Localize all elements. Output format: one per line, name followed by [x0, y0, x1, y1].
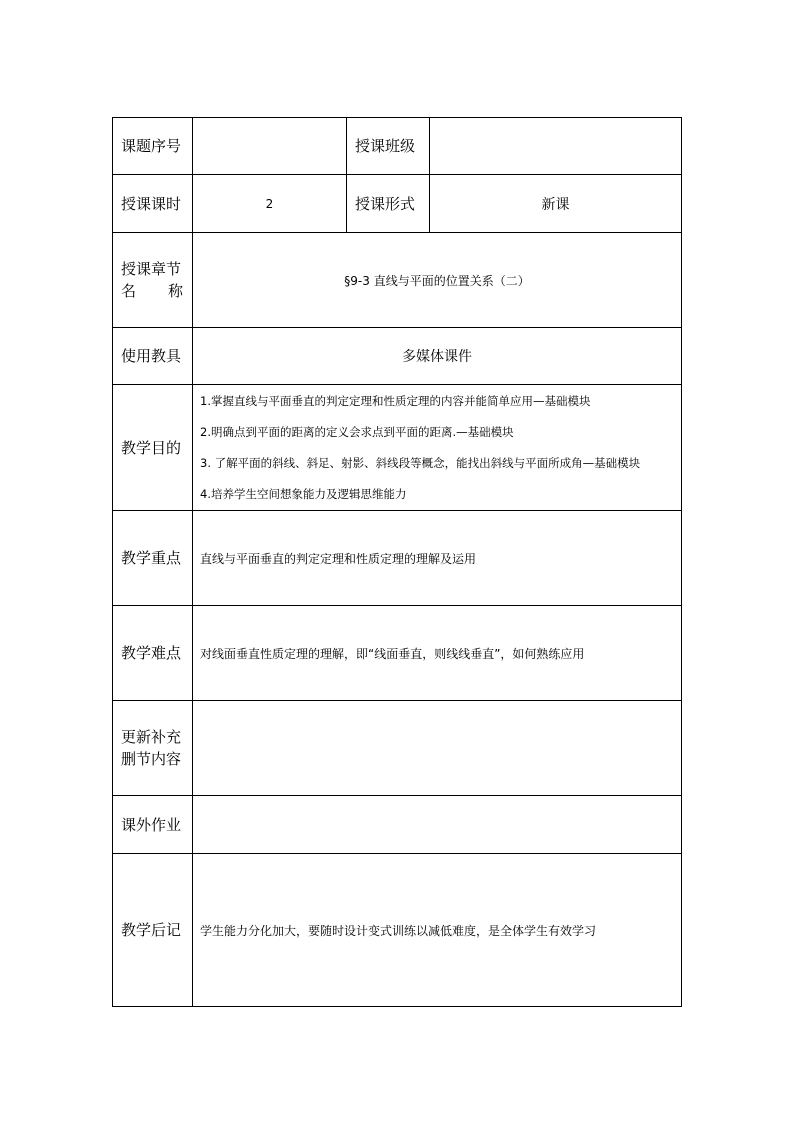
- objective-item: 1.掌握直线与平面垂直的判定定理和性质定理的内容并能简单应用—基础模块: [200, 393, 591, 408]
- value-class: [430, 118, 682, 175]
- objective-item: 4.培养学生空间想象能力及逻辑思维能力: [200, 486, 407, 501]
- label-chapter: [113, 233, 193, 328]
- value-homework: [193, 796, 682, 854]
- row-updates: [113, 701, 682, 796]
- label-class: 授课班级: [347, 118, 430, 175]
- label-chapter-line1: 授课章节: [121, 260, 182, 278]
- row-objectives: [113, 385, 682, 511]
- label-format: 授课形式: [347, 175, 430, 233]
- row-teaching-aids: [113, 328, 682, 385]
- value-key-points: 直线与平面垂直的判定定理和性质定理的理解及运用: [193, 511, 682, 606]
- value-hours: 2: [193, 175, 347, 233]
- value-chapter: §9-3 直线与平面的位置关系（二）: [193, 233, 682, 328]
- objective-item: 3. 了解平面的斜线、斜足、射影、斜线段等概念，能找出斜线与平面所成角—基础模块: [200, 455, 641, 470]
- value-updates: [193, 701, 682, 796]
- value-objectives: [193, 385, 682, 511]
- lesson-plan-table: [112, 117, 682, 1007]
- value-format: 新课: [430, 175, 682, 233]
- row-homework: [113, 796, 682, 854]
- row-chapter: [113, 233, 682, 328]
- row-difficulties: [113, 606, 682, 701]
- label-difficulties: 教学难点: [113, 606, 193, 701]
- row-reflection: [113, 854, 682, 1007]
- label-reflection: 教学后记: [113, 854, 193, 1007]
- label-key-points: 教学重点: [113, 511, 193, 606]
- label-objectives: 教学目的: [113, 385, 193, 511]
- label-updates-line2: 删节内容: [121, 750, 182, 768]
- row-key-points: [113, 511, 682, 606]
- label-topic-number: 课题序号: [113, 118, 193, 175]
- row-topic-number: [113, 118, 682, 175]
- label-homework: 课外作业: [113, 796, 193, 854]
- objective-item: 2.明确点到平面的距离的定义会求点到平面的距离.—基础模块: [200, 424, 514, 439]
- row-hours: [113, 175, 682, 233]
- label-updates-line1: 更新补充: [121, 728, 182, 746]
- label-hours: 授课课时: [113, 175, 193, 233]
- value-teaching-aids: 多媒体课件: [193, 328, 682, 385]
- value-reflection: 学生能力分化加大，要随时设计变式训练以减低难度，是全体学生有效学习: [193, 854, 682, 1007]
- value-difficulties: 对线面垂直性质定理的理解，即“线面垂直，则线线垂直”，如何熟练应用: [193, 606, 682, 701]
- label-chapter-line2: 名 称: [121, 282, 183, 300]
- value-topic-number: [193, 118, 347, 175]
- label-teaching-aids: 使用教具: [113, 328, 193, 385]
- label-updates: [113, 701, 193, 796]
